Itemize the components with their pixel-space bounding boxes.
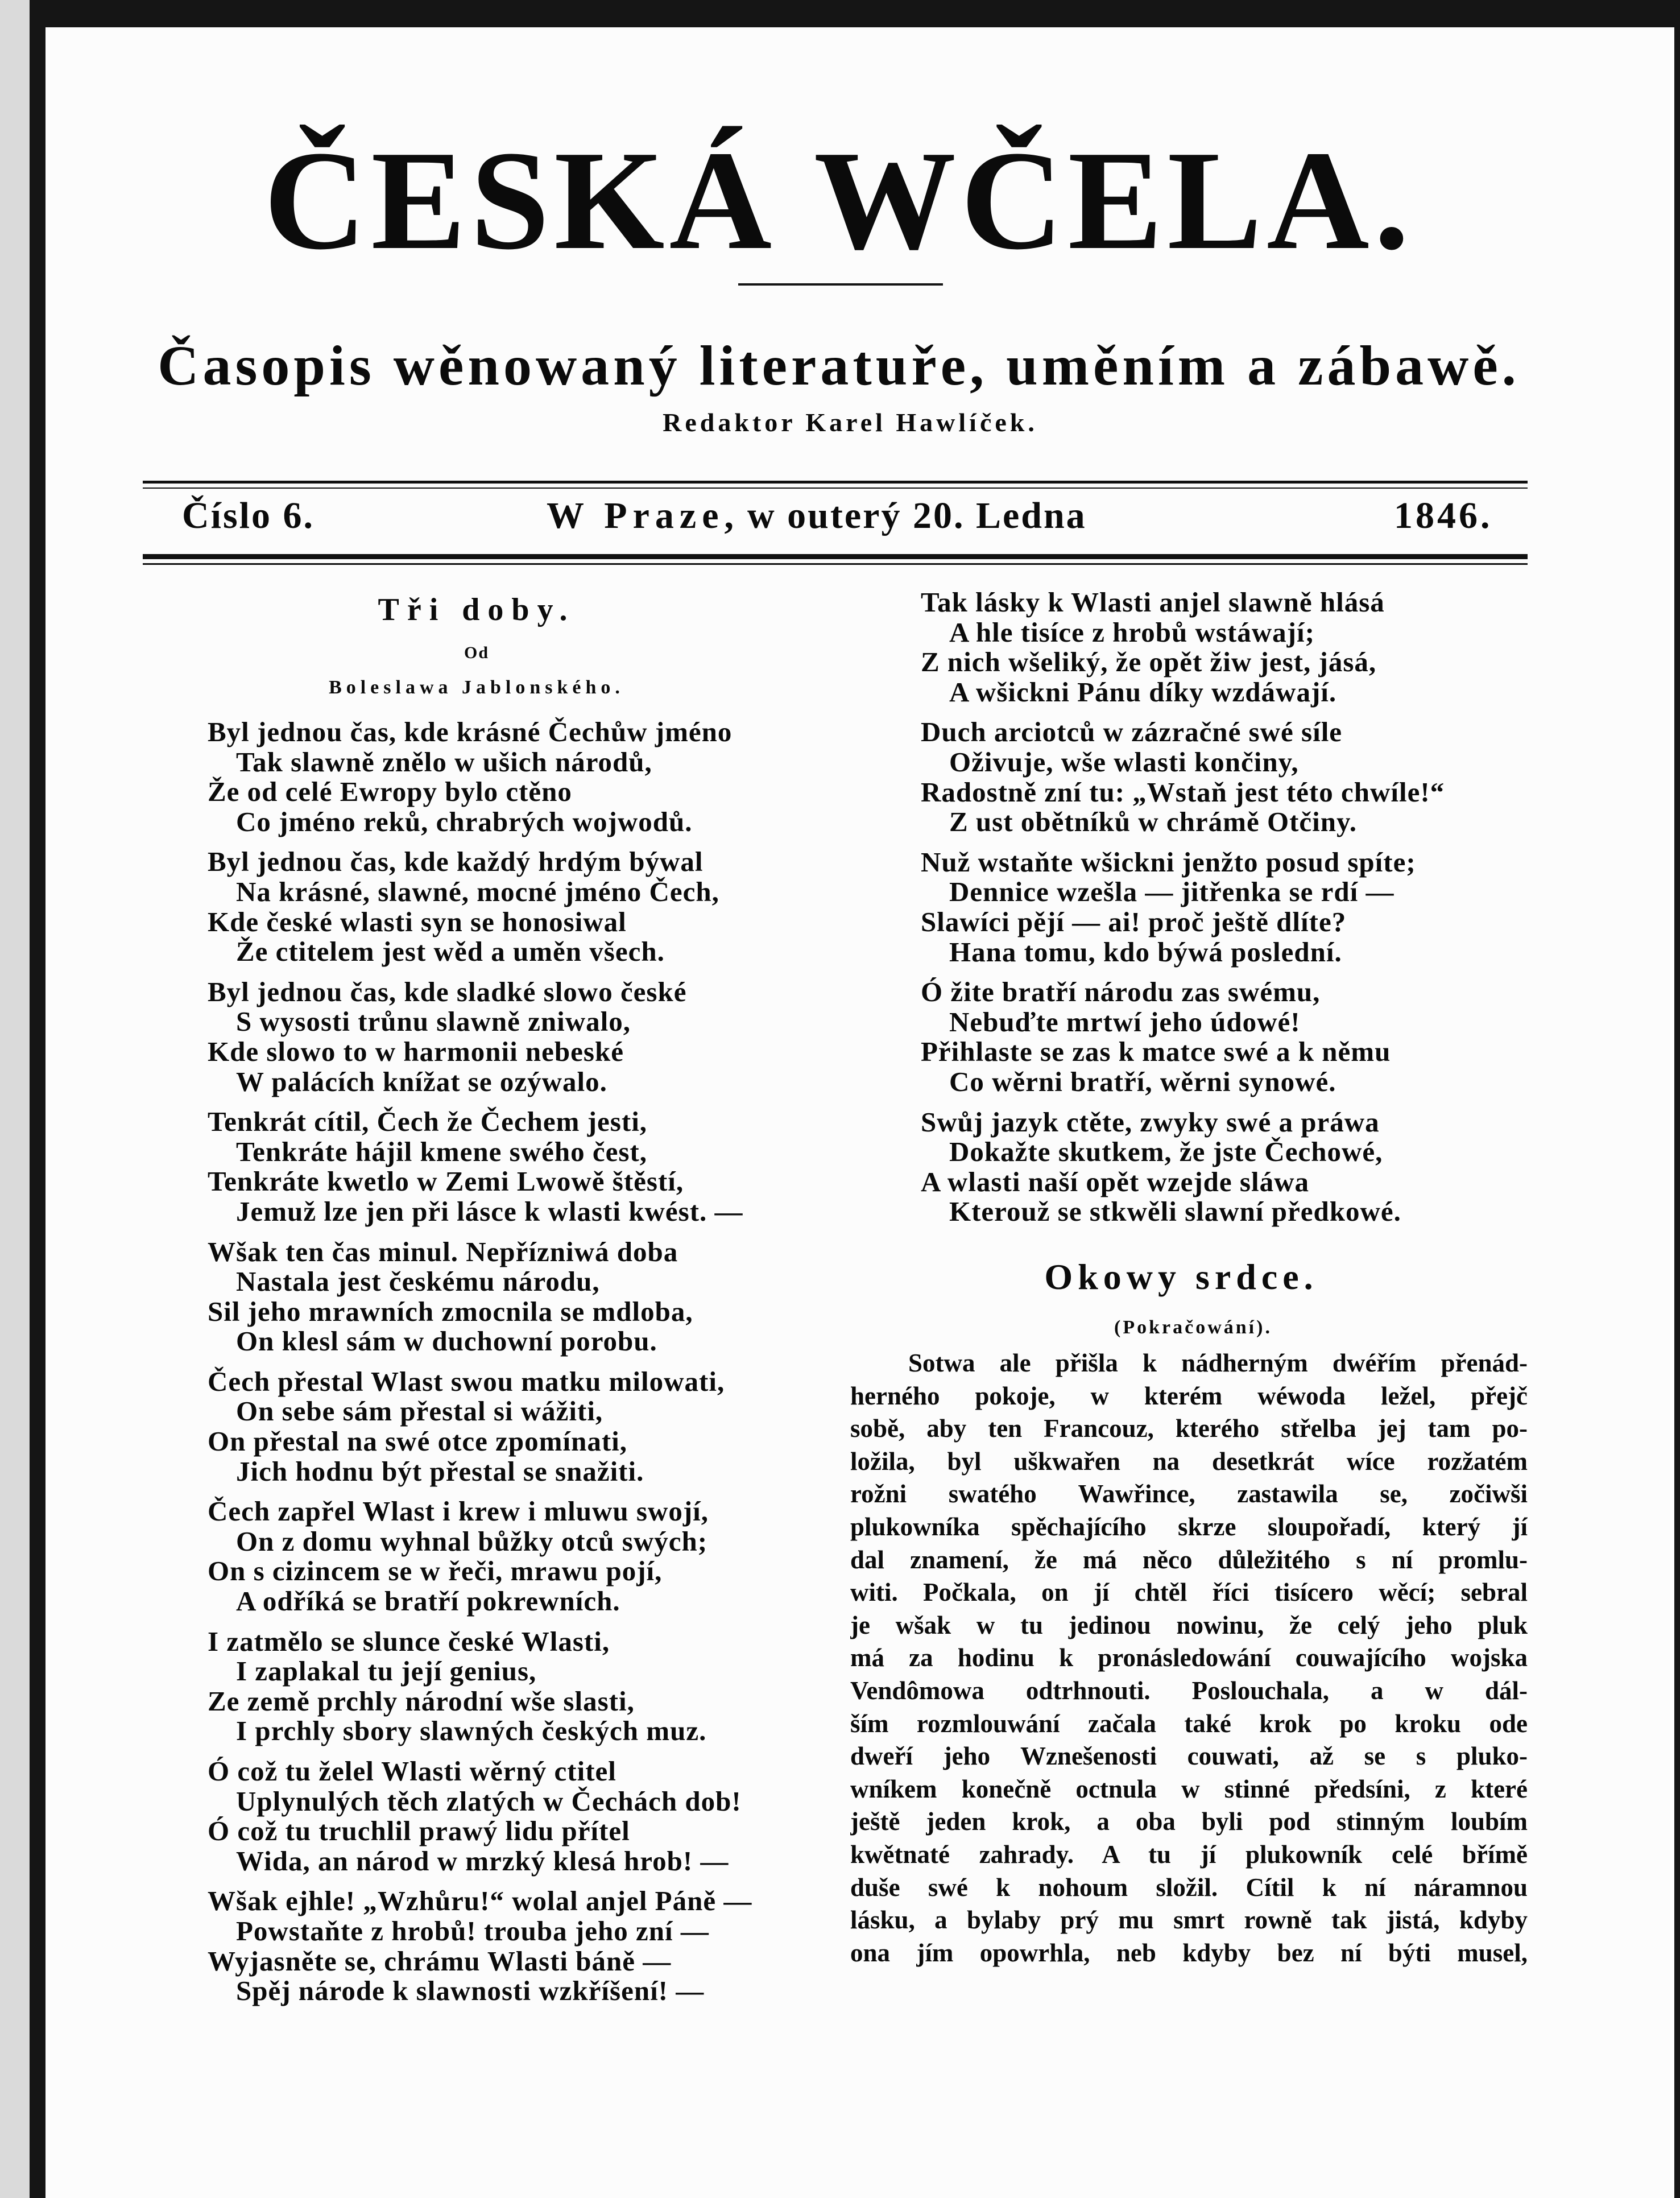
verse-line: Sil jeho mrawních zmocnila se mdloba, [208,1295,693,1327]
verse-line: Uplynulých těch zlatých w Čechách dob! [236,1785,742,1817]
verse-line: Tenkrát cítil, Čech že Čechem jesti, [208,1106,648,1138]
masthead-subtitle: Časopis wěnowaný literatuře, uměním a zábawě. [158,334,1520,397]
issue-date: w outerý 20. Ledna [747,495,1087,536]
verse-line: Že ctitelem jest wěd a uměn všech. [236,936,665,968]
issue-place: W Praze, [547,495,740,536]
verse-line: Spěj národe k slawnosti wzkříšení! — [236,1975,705,2007]
story-line: herného pokoje, w kterém wéwoda ležel, přejč [850,1381,1528,1410]
title-divider [738,283,943,286]
verse-line: Powstaňte z hrobů! trouba jeho zní — [236,1915,709,1947]
stanza [208,1367,833,1486]
stanza [921,977,1546,1097]
stanza [208,1627,833,1746]
stanza [208,1886,833,2006]
issue-number: Číslo 6. [182,495,315,536]
verse-line: Jich hodnu být přestal se snažiti. [236,1455,644,1487]
stanza [921,1108,1546,1227]
verse-line: On s cizincem se w řeči, mrawu pojí, [208,1555,663,1587]
verse-line: Kde české wlasti syn se honosiwal [208,906,627,937]
issue-bar-bottom-rule [143,554,1528,559]
stanza [208,977,833,1097]
verse-line: A odříká se bratří pokrewních. [236,1585,620,1617]
story-line: lásku, a bylaby prý mu smrt rowně tak jistá, kdyby [850,1906,1528,1935]
story-line: ložila, byl uškwařen na desetkrát wíce rozžatém [850,1447,1528,1476]
story-line: dal znamení, že má něco důležitého s ní promlu- [850,1545,1528,1574]
verse-line: A wlasti naší opět wzejde sláwa [921,1166,1309,1197]
stanza [208,1757,833,1876]
verse-line: On klesl sám w duchowní porobu. [236,1325,657,1357]
verse-line: Co jméno reků, chrabrých wojwodů. [236,805,693,837]
verse-line: I zaplakal tu její genius, [236,1655,537,1687]
verse-line: Tak slawně znělo w ušich národů, [236,746,652,778]
stanza [921,848,1546,967]
issue-bar-top-rule [143,481,1528,484]
verse-line: Wyjasněte se, chrámu Wlasti báně — [208,1945,672,1977]
story-line: ještě jeden krok, a oba byli pod stinným loubím [850,1807,1528,1836]
verse-line: On z domu wyhnal bůžky otců swých; [236,1525,708,1557]
verse-line: Hana tomu, kdo býwá poslední. [949,936,1342,968]
verse-line: Ó žite bratří národu zas swému, [921,976,1321,1008]
stanza [208,1497,833,1616]
verse-line: Byl jednou čas, kde krásné Čechůw jméno [208,716,733,747]
stanza [208,1237,833,1357]
verse-line: Dennice wzešla — jitřenka se rdí — [949,876,1395,908]
story-line: ona jím opowrhla, neb kdyby bez ní býti musel, [850,1938,1528,1967]
poem-title: Tři doby. [378,592,576,627]
verse-line: Přihlaste se zas k matce swé a k němu [921,1036,1391,1068]
story-line: duše swé k nohoum složil. Cítil k ní náramnou [850,1873,1528,1902]
masthead-title: ČESKÁ WČELA. [263,122,1414,279]
poem-right-column [921,588,1546,1237]
verse-line: On sebe sám přestal si wážiti, [236,1395,603,1427]
verse-line: Wida, an národ w mrzký klesá hrob! — [236,1845,729,1877]
verse-line: Dokažte skutkem, že jste Čechowé, [949,1136,1383,1168]
verse-line: A hle tisíce z hrobů wstáwají; [949,616,1315,648]
verse-line: Kde slowo to w harmonii nebeské [208,1035,624,1067]
verse-line: Tak lásky k Wlasti anjel slawně hlásá [921,586,1385,618]
verse-line: On přestal na swé otce zpomínati, [208,1426,627,1457]
stanza [921,588,1546,707]
verse-line: Wšak ten čas minul. Nepřízniwá doba [208,1236,678,1267]
verse-line: Byl jednou čas, kde sladké slowo české [208,976,687,1007]
verse-line: Jemuž lze jen při lásce k wlasti kwést. — [236,1195,743,1227]
story-line: ším rozmlouwání začala také krok po kroku ode [850,1709,1528,1738]
story-line: rožni swatého Wawřince, zastawila se, zočiwši [850,1480,1528,1509]
stanza [208,717,833,837]
masthead-editor: Redaktor Karel Hawlíček. [663,408,1038,437]
verse-line: I prchly sbory slawných českých muz. [236,1715,707,1747]
story-line: wníkem konečně octnula w stinné předsíni, z které [850,1774,1528,1803]
verse-line: Byl jednou čas, kde každý hrdým býwal [208,846,704,878]
poem-byline-prefix: Od [464,643,490,662]
verse-line: Oživuje, wše wlasti končiny, [949,746,1299,778]
verse-line: Kterouž se stkwěli slawní předkowé. [949,1196,1401,1228]
stanza [921,717,1546,837]
stanza [208,847,833,966]
issue-bar-bottom-rule-thin [143,563,1528,565]
verse-line: Swůj jazyk ctěte, zwyky swé a práwa [921,1106,1380,1138]
story-line: sobě, aby ten Francouz, kterého střelba jej tam po- [850,1414,1528,1443]
verse-line: W palácích knížat se ozýwalo. [236,1065,607,1097]
verse-line: Z ust obětníků w chrámě Otčiny. [949,806,1358,838]
issue-place-date [547,497,1087,535]
story-line: Vendômowa odtrhnouti. Poslouchala, a w dál- [850,1676,1528,1705]
issue-year: 1846. [1394,495,1493,536]
story-line: dweří jeho Wznešenosti couwati, až se s pluko- [850,1742,1528,1771]
story-text [850,1347,1528,1969]
story-line: Sotwa ale přišla k nádherným dwéřím přenád- [908,1349,1528,1377]
story-title: Okowy srdce. [1044,1257,1318,1297]
verse-line: Nastala jest českému národu, [236,1266,600,1298]
verse-line: Ze země prchly národní wše slasti, [208,1685,635,1717]
story-line: kwětnaté zahrady. A tu jí plukowník celé břímě [850,1840,1528,1869]
verse-line: S wysosti trůnu slawně zniwalo, [236,1006,631,1038]
poem-author: Boleslawa Jablonského. [329,677,624,698]
verse-line: Čech zapřel Wlast i krew i mluwu swojí, [208,1495,709,1527]
verse-line: Tenkráte hájil kmene swého čest, [236,1135,647,1167]
verse-line: Tenkráte kwetlo w Zemi Lwowě štěstí, [208,1166,684,1197]
verse-line: Že od celé Ewropy bylo ctěno [208,776,572,808]
verse-line: Ó což tu truchlil prawý lidu přítel [208,1815,630,1847]
verse-line: Ó což tu želel Wlasti wěrný ctitel [208,1755,616,1787]
verse-line: Na krásné, slawné, mocné jméno Čech, [236,875,719,907]
verse-line: Co wěrni bratří, wěrni synowé. [949,1065,1336,1097]
verse-line: Slawíci pějí — ai! proč ještě dlíte? [921,906,1347,937]
verse-line: I zatmělo se slunce české Wlasti, [208,1625,610,1657]
verse-line: Čech přestal Wlast swou matku milowati, [208,1365,725,1397]
story-line: witi. Počkala, on jí chtěl říci tisícero wěcí; sebral [850,1578,1528,1607]
issue-bar-top-rule-thin [143,487,1528,489]
verse-line: Nuž wstaňte wšickni jenžto posud spíte; [921,846,1416,878]
verse-line: Nebuďte mrtwí jeho údowé! [949,1006,1301,1038]
poem-left-column [208,717,833,2017]
stanza [208,1107,833,1226]
adjacent-page-edge [0,0,30,2198]
verse-line: A wšickni Pánu díky wzdáwají. [949,676,1337,708]
verse-line: Z nich wšeliký, že opět žiw jest, jásá, [921,646,1377,678]
verse-line: Wšak ejhle! „Wzhůru!“ wolal anjel Páně — [208,1885,752,1917]
story-line: je wšak w tu jedinou nowinu, že celý jeho pluk [850,1610,1528,1639]
story-continuation-note: (Pokračowání). [1114,1317,1272,1338]
story-line: má za hodinu k pronásledowání couwajícího wojska [850,1643,1528,1672]
story-line: plukowníka spěchajícího skrze sloupořadí, který jí [850,1512,1528,1541]
verse-line: Duch arciotců w zázračné swé síle [921,716,1343,748]
verse-line: Radostně zní tu: „Wstaň jest této chwíle!“ [921,776,1445,808]
